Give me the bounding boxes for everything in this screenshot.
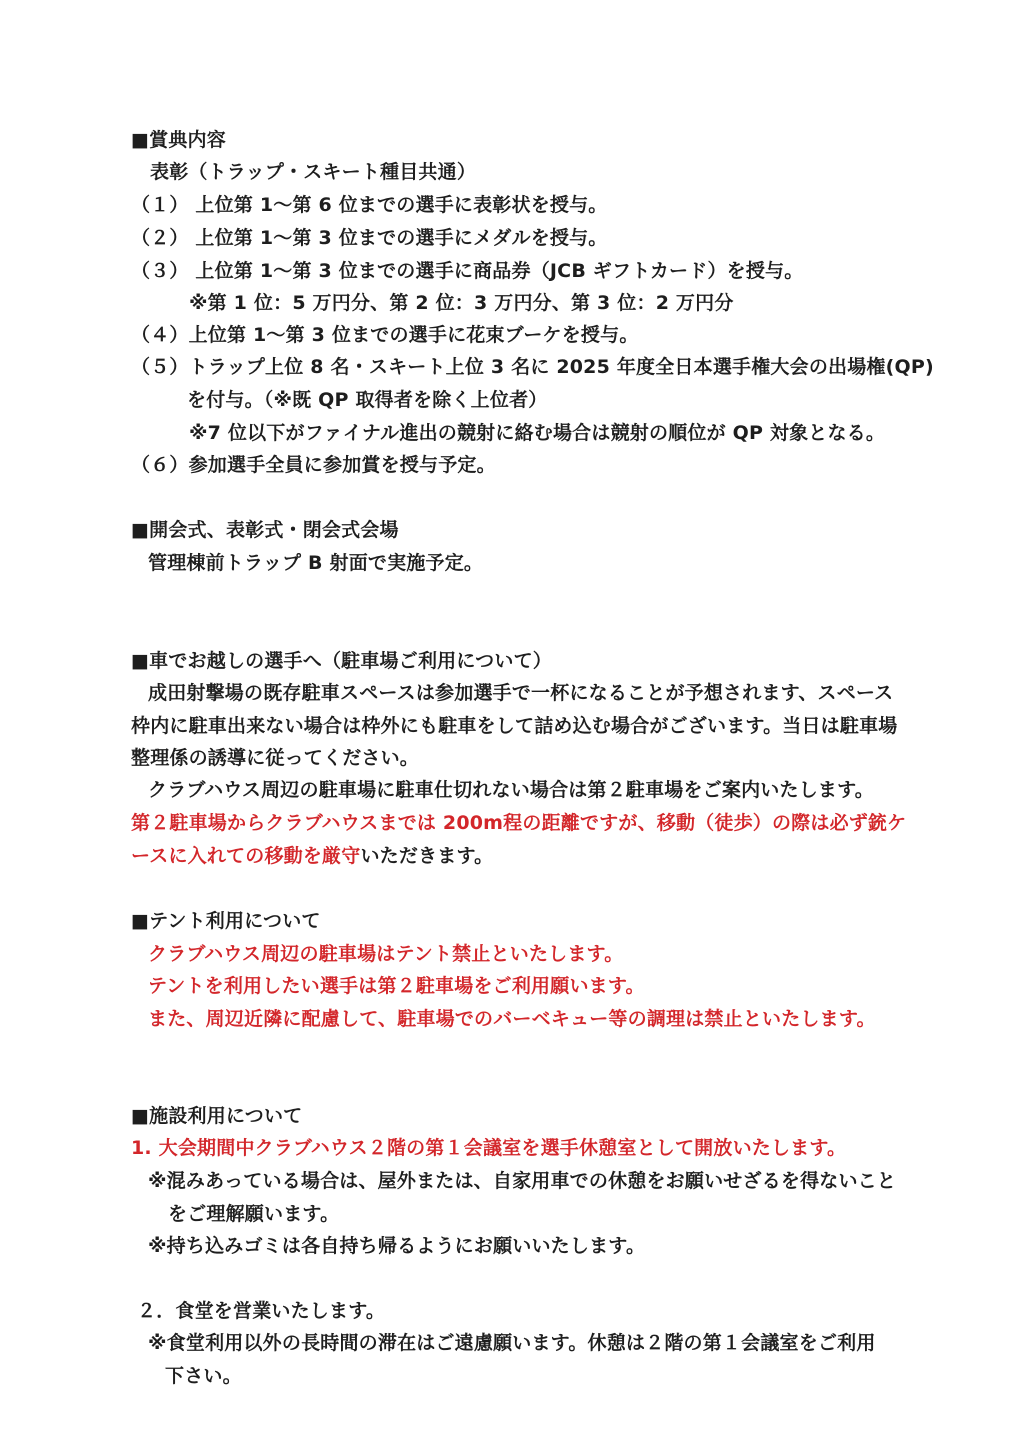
parking-line-4: クラブハウス周辺の駐車場に駐車仕切れない場合は第２駐車場をご案内いたします。 <box>148 779 874 801</box>
parking-line-2: 枠内に駐車出来ない場合は枠外にも駐車をして詰め込む場合がございます。当日は駐車場 <box>131 715 898 737</box>
awards-item-3-note: ※第 1 位：5 万円分、第 2 位：3 万円分、第 3 位：2 万円分 <box>189 292 734 314</box>
awards-item-2: （２） 上位第 1～第 3 位までの選手にメダルを授与。 <box>131 227 608 249</box>
awards-item-5-cont: を付与。（※既 QP 取得者を除く上位者） <box>187 389 548 411</box>
facility-item-1: 1. 大会期間中クラブハウス２階の第１会議室を選手休憩室として開放いたします。 <box>131 1137 847 1159</box>
parking-warning-tail: いただきます。 <box>360 845 494 867</box>
parking-warning-line-1: 第２駐車場からクラブハウスまでは 200m程の距離ですが、移動（徒歩）の際は必ず銃ケ <box>131 812 907 834</box>
awards-item-6: （６）参加選手全員に参加賞を授与予定。 <box>131 454 496 476</box>
parking-heading: ■車でお越しの選手へ（駐車場ご利用について） <box>131 650 552 672</box>
tent-heading: ■テント利用について <box>131 910 321 932</box>
facility-heading: ■施設利用について <box>131 1105 303 1127</box>
facility-item-1-note-1-cont: をご理解願います。 <box>168 1203 340 1225</box>
parking-line-3: 整理係の誘導に従ってください。 <box>131 747 420 769</box>
awards-item-4: （４）上位第 1～第 3 位までの選手に花束ブーケを授与。 <box>131 324 639 346</box>
facility-item-2-note: ※食堂利用以外の長時間の滞在はご遠慮願います。休憩は２階の第１会議室をご利用 <box>148 1332 876 1354</box>
tent-line-2: テントを利用したい選手は第２駐車場をご利用願います。 <box>148 975 645 997</box>
facility-item-1-note-2: ※持ち込みゴミは各自持ち帰るようにお願いいたします。 <box>148 1235 646 1257</box>
awards-subheading: 表彰（トラップ・スキート種目共通） <box>150 161 477 183</box>
tent-line-3: また、周辺近隣に配慮して、駐車場でのバーベキュー等の調理は禁止といたします。 <box>148 1008 876 1030</box>
parking-warning-line-2 <box>131 843 493 869</box>
awards-item-3: （３） 上位第 1～第 3 位までの選手に商品券（JCB ギフトカード）を授与。 <box>131 260 804 282</box>
parking-line-1: 成田射撃場の既存駐車スペースは参加選手で一杯になることが予想されます、スペース <box>148 682 894 704</box>
awards-item-5-note: ※7 位以下がファイナル進出の競射に絡む場合は競射の順位が QP 対象となる。 <box>189 422 886 444</box>
facility-item-1-note-1: ※混みあっている場合は、屋外または、自家用車での休憩をお願いせざるを得ないこと <box>148 1170 897 1192</box>
awards-heading: ■賞典内容 <box>131 129 226 151</box>
facility-item-2-note-cont: 下さい。 <box>165 1365 242 1387</box>
tent-line-1: クラブハウス周辺の駐車場はテント禁止といたします。 <box>148 943 624 965</box>
awards-item-1: （１） 上位第 1～第 6 位までの選手に表彰状を授与。 <box>131 194 608 216</box>
ceremony-heading: ■開会式、表彰式・閉会式会場 <box>131 519 399 541</box>
parking-warning-red: ースに入れての移動を厳守 <box>131 845 361 867</box>
awards-item-5: （５）トラップ上位 8 名・スキート上位 3 名に 2025 年度全日本選手権大会の出場権(QP) <box>131 356 934 378</box>
ceremony-body: 管理棟前トラップ B 射面で実施予定。 <box>148 552 484 574</box>
facility-item-2: ２．食堂を営業いたします。 <box>137 1300 386 1322</box>
